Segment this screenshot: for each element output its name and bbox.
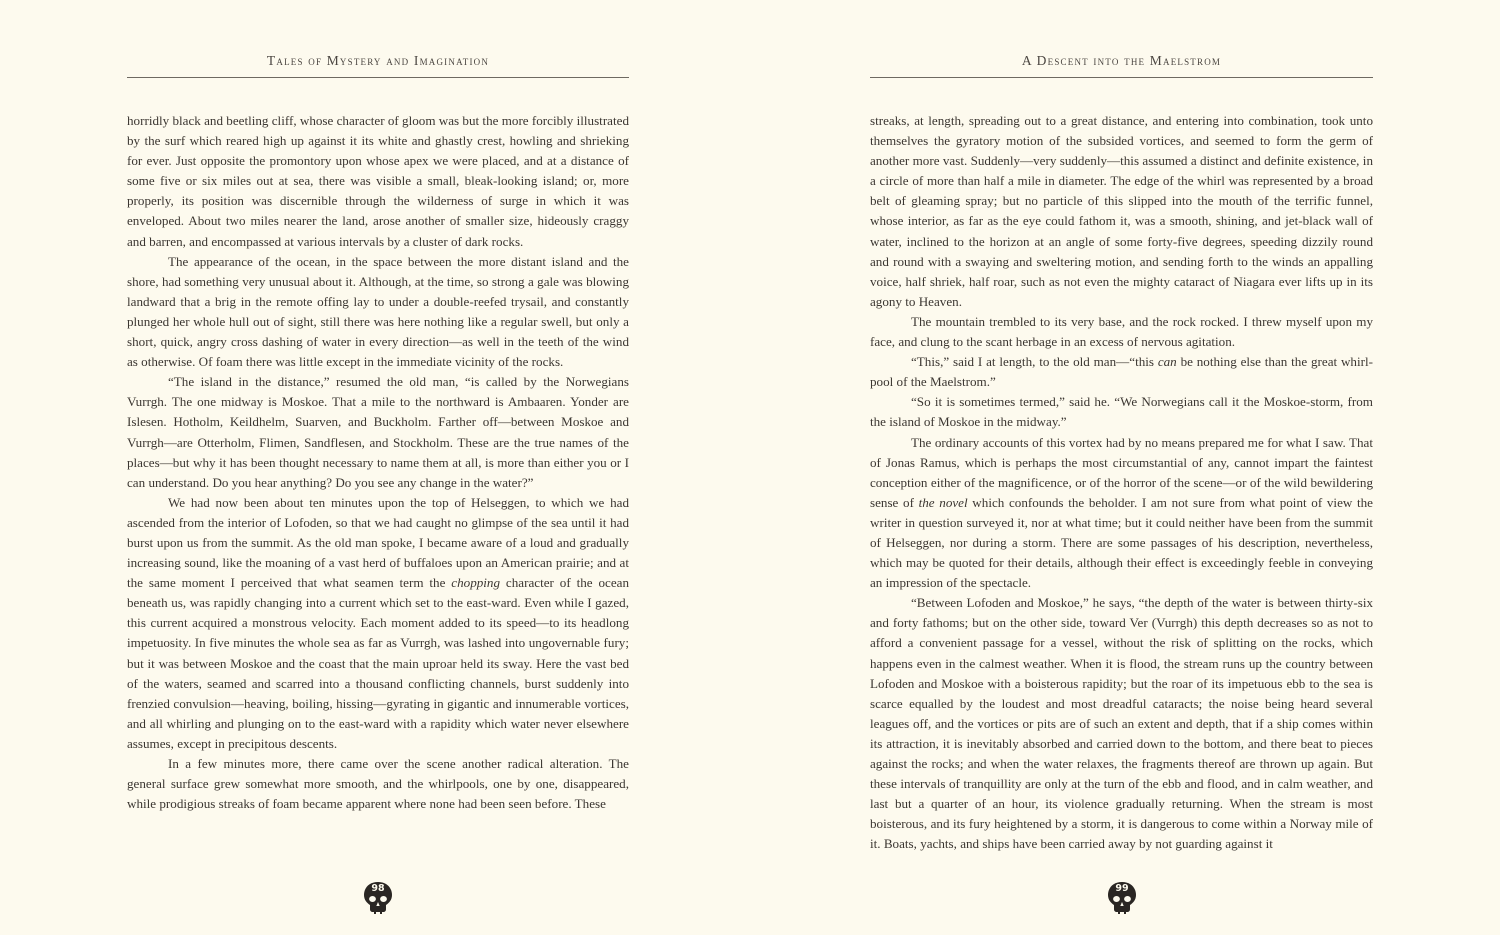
body-text-right [870,111,1373,854]
paragraph: “The island in the distance,” resumed the old man, “is called by the Norwegians Vurrgh. The one midway is Moskoe. That a mile to the northward is Ambaaren. Yonder are Islesen. Hotholm, Keildhelm, Suarven, and Buckholm. Farther off—between Moskoe and Vurrgh—are Otterholm, Flimen, Sandflesen, and Stockholm. These are the true names of the places—but why it has been thought necessary to name them at all, is more than either you or I can understand. Do you hear anything? Do you see any change in the water?” [127,374,629,490]
paragraph: “So it is sometimes termed,” said he. “We Norwegians call it the Moskoe-storm, from the island of Moskoe in the midway.” [870,394,1373,430]
page-number: 98 [371,883,385,894]
paragraph: In a few minutes more, there came over the scene another radical alteration. The general surface grew somewhat more smooth, and the whirlpools, one by one, disappeared, while prodigious streaks of foam became apparent where none had been seen before. These [127,756,629,812]
page-number-badge-left [363,881,393,915]
italic-term: the novel [918,494,968,510]
paragraph: “Between Lofoden and Moskoe,” he says, “the depth of the water is between thirty-six and forty fathoms; but on the other side, toward Ver (Vurrgh) this depth decreases so as not to afford a convenient passage for a vessel, without the risk of splitting on the rocks, which happens even in the calmest weather. When it is flood, the stream runs up the country between Lofoden and Moskoe with a boisterous rapidity; but the roar of its impetuous ebb to the sea is scarce equalled by the loudest and most dreadful cataracts; the noise being heard several leagues off, and the vortices or pits are of such an extent and depth, that if a ship comes within its attraction, it is inevitably absorbed and carried down to the bottom, and there beat to pieces against the rocks; and when the water relaxes, the fragments thereof are thrown up again. But these intervals of tranquillity are only at the turn of the ebb and flood, and in calm weather, and last but a quarter of an hour, its violence gradually returning. When the stream is most boisterous, and its fury heightened by a storm, it is dangerous to come within a Norway mile of it. Boats, yachts, and ships have been carried away by not guarding against it [870,595,1373,852]
right-page [870,0,1373,935]
running-head-left: Tales of Mystery and Imagination [266,53,490,68]
paragraph: streaks, at length, spreading out to a great distance, and entering into combination, took unto themselves the gyratory motion of the subsided vortices, and seemed to form the germ of another more vast. Suddenly—very suddenly—this assumed a distinct and definite existence, in a circle of more than half a mile in diameter. The edge of the whirl was represented by a broad belt of gleaming spray; but no particle of this slipped into the mouth of the terrific funnel, whose interior, as far as the eye could fathom it, was a smooth, shining, and jet-black wall of water, inclined to the horizon at an angle of some forty-five degrees, speeding dizzily round and round with a swaying and sweltering motion, and sending forth to the winds an appalling voice, half shriek, half roar, such as not even the mighty cataract of Niagara ever lifts up in its agony to Heaven. [870,113,1373,309]
page-number: 99 [1115,883,1129,894]
left-page [127,0,629,935]
italic-term: can [1157,354,1177,370]
running-head-right: A Descent into the Maelstrom [1021,53,1222,68]
paragraph: “This,” said I at length, to the old man—“this can be nothing else than the great whirlpool of the Maelstrom.” [870,354,1373,390]
paragraph: horridly black and beetling cliff, whose character of gloom was but the more forcibly illustrated by the surf which reared high up against it its white and ghastly crest, howling and shrieking for ever. Just opposite the promontory upon whose apex we were placed, and at a distance of some five or six miles out at sea, there was visible a small, bleak-looking island; or, more properly, its position was discernible through the wilderness of surge in which it was enveloped. About two miles nearer the land, arose another of smaller size, hideously craggy and barren, and encompassed at various intervals by a cluster of dark rocks. [127,113,629,249]
paragraph: The appearance of the ocean, in the space between the more distant island and the shore, had something very unusual about it. Although, at the time, so strong a gale was blowing landward that a brig in the remote offing lay to under a double-reefed trysail, and constantly plunged her whole hull out of sight, still there was here nothing like a regular swell, but only a short, quick, angry cross dashing of water in every direction—as well in the teeth of the wind as otherwise. Of foam there was little except in the immediate vicinity of the rocks. [127,253,629,370]
page-number-badge-right [1107,881,1137,915]
body-text-left [127,111,629,814]
paragraph: The ordinary accounts of this vortex had by no means prepared me for what I saw. That of Jonas Ramus, which is perhaps the most circumstantial of any, cannot impart the faintest conception either of the magnificence, or of the horror of the scene—or of the wild bewildering sense of the novel which confounds the beholder. I am not sure from what point of view the writer in question surveyed it, nor at what time; but it could neither have been from the summit of Helseggen, nor during a storm. There are some passages of his description, nevertheless, which may be quoted for their details, although their effect is exceedingly feeble in conveying an impression of the spectacle. [870,434,1373,591]
header-rule-right [870,77,1373,78]
header-rule-left [127,77,629,78]
paragraph: The mountain trembled to its very base, and the rock rocked. I threw myself upon my face, and clung to the scant herbage in an excess of nervous agitation. [870,313,1373,350]
paragraph: We had now been about ten minutes upon the top of Helseggen, to which we had ascended from the interior of Lofoden, so that we had caught no glimpse of the sea until it had burst upon us from the summit. As the old man spoke, I became aware of a loud and gradually increasing sound, like the moaning of a vast herd of buffaloes upon an American prairie; and at the same moment I perceived that what seamen term the chopping character of the ocean beneath us, was rapidly changing into a current which set to the east-ward. Even while I gazed, this current acquired a monstrous velocity. Each moment added to its speed—to its headlong impetuosity. In five minutes the whole sea as far as Vurrgh, was lashed into ungovernable fury; but it was between Moskoe and the coast that the main uproar held its sway. Here the vast bed of the waters, seamed and scarred into a thousand conflicting channels, burst suddenly into frenzied convulsion—heaving, boiling, hissing—gyrating in gigantic and innumerable vortices, and all whirling and plunging on to the east-ward with a rapidity which water never elsewhere assumes, except in precipitous descents. [127,494,629,751]
italic-term: chopping [451,575,501,591]
